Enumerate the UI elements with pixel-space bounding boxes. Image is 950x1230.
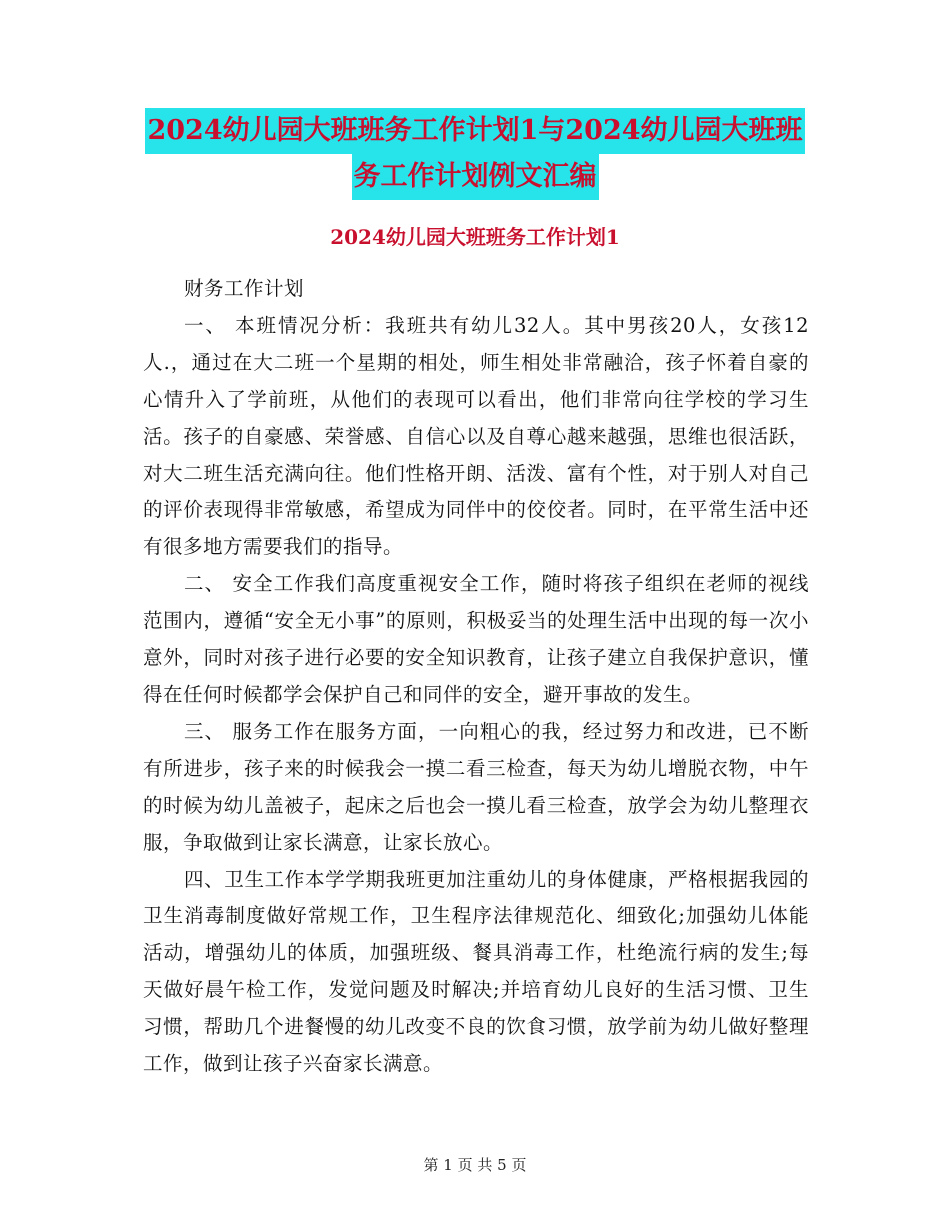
paragraph-service-work: 三、 服务工作在服务方面，一向粗心的我，经过努力和改进，已不断有所进步，孩子来的时候我会一摸二看三检查，每天为幼儿增脱衣物，中午的时候为幼儿盖被子，起床之后也会一摸儿看三检查，放学会为幼儿整理衣服，争取做到让家长满意，让家长放心。 xyxy=(143,719,809,854)
paragraph-hygiene-work: 四、卫生工作本学学期我班更加注重幼儿的身体健康，严格根据我园的卫生消毒制度做好常规工作，卫生程序法律规范化、细致化;加强幼儿体能活动，增强幼儿的体质，加强班级、餐具消毒工作，杜绝流行病的发生;每天做好晨午检工作，发觉问题及时解决;并培育幼儿良好的生活习惯、卫生习惯，帮助几个进餐慢的幼儿改变不良的饮食习惯，放学前为幼儿做好整理工作，做到让孩子兴奋家长满意。 xyxy=(143,867,809,1076)
paragraph-class-analysis: 一、 本班情况分析：我班共有幼儿32人。其中男孩20人，女孩12人.，通过在大二班一个星期的相处，师生相处非常融洽，孩子怀着自豪的心情升入了学前班，从他们的表现可以看出，他们非常向往学校的学习生活。孩子的自豪感、荣誉感、自信心以及自尊心越来越强，思维也很活跃，对大二班生活充满向往。他们性格开朗、活泼、富有个性，对于别人对自己的评价表现得非常敏感，希望成为同伴中的佼佼者。同时，在平常生活中还有很多地方需要我们的指导。 xyxy=(143,313,809,559)
document-body xyxy=(143,271,809,1083)
paragraph-safety-work: 二、 安全工作我们高度重视安全工作，随时将孩子组织在老师的视线范围内，遵循“安全无小事”的原则，积极妥当的处理生活中出现的每一次小意外，同时对孩子进行必要的安全知识教育，让孩子建立自我保护意识，懂得在任何时候都学会保护自己和同伴的安全，避开事故的发生。 xyxy=(143,572,809,706)
paragraph-heading: 财务工作计划 xyxy=(183,277,304,300)
page-footer: 第 1 页 共 5 页 xyxy=(423,1156,527,1174)
document-title-line-1: 2024幼儿园大班班务工作计划1与2024幼儿园大班班 xyxy=(145,108,804,154)
section-title: 2024幼儿园大班班务工作计划1 xyxy=(330,225,620,249)
document-title xyxy=(0,108,950,200)
document-title-line-2: 务工作计划例文汇编 xyxy=(352,154,599,200)
